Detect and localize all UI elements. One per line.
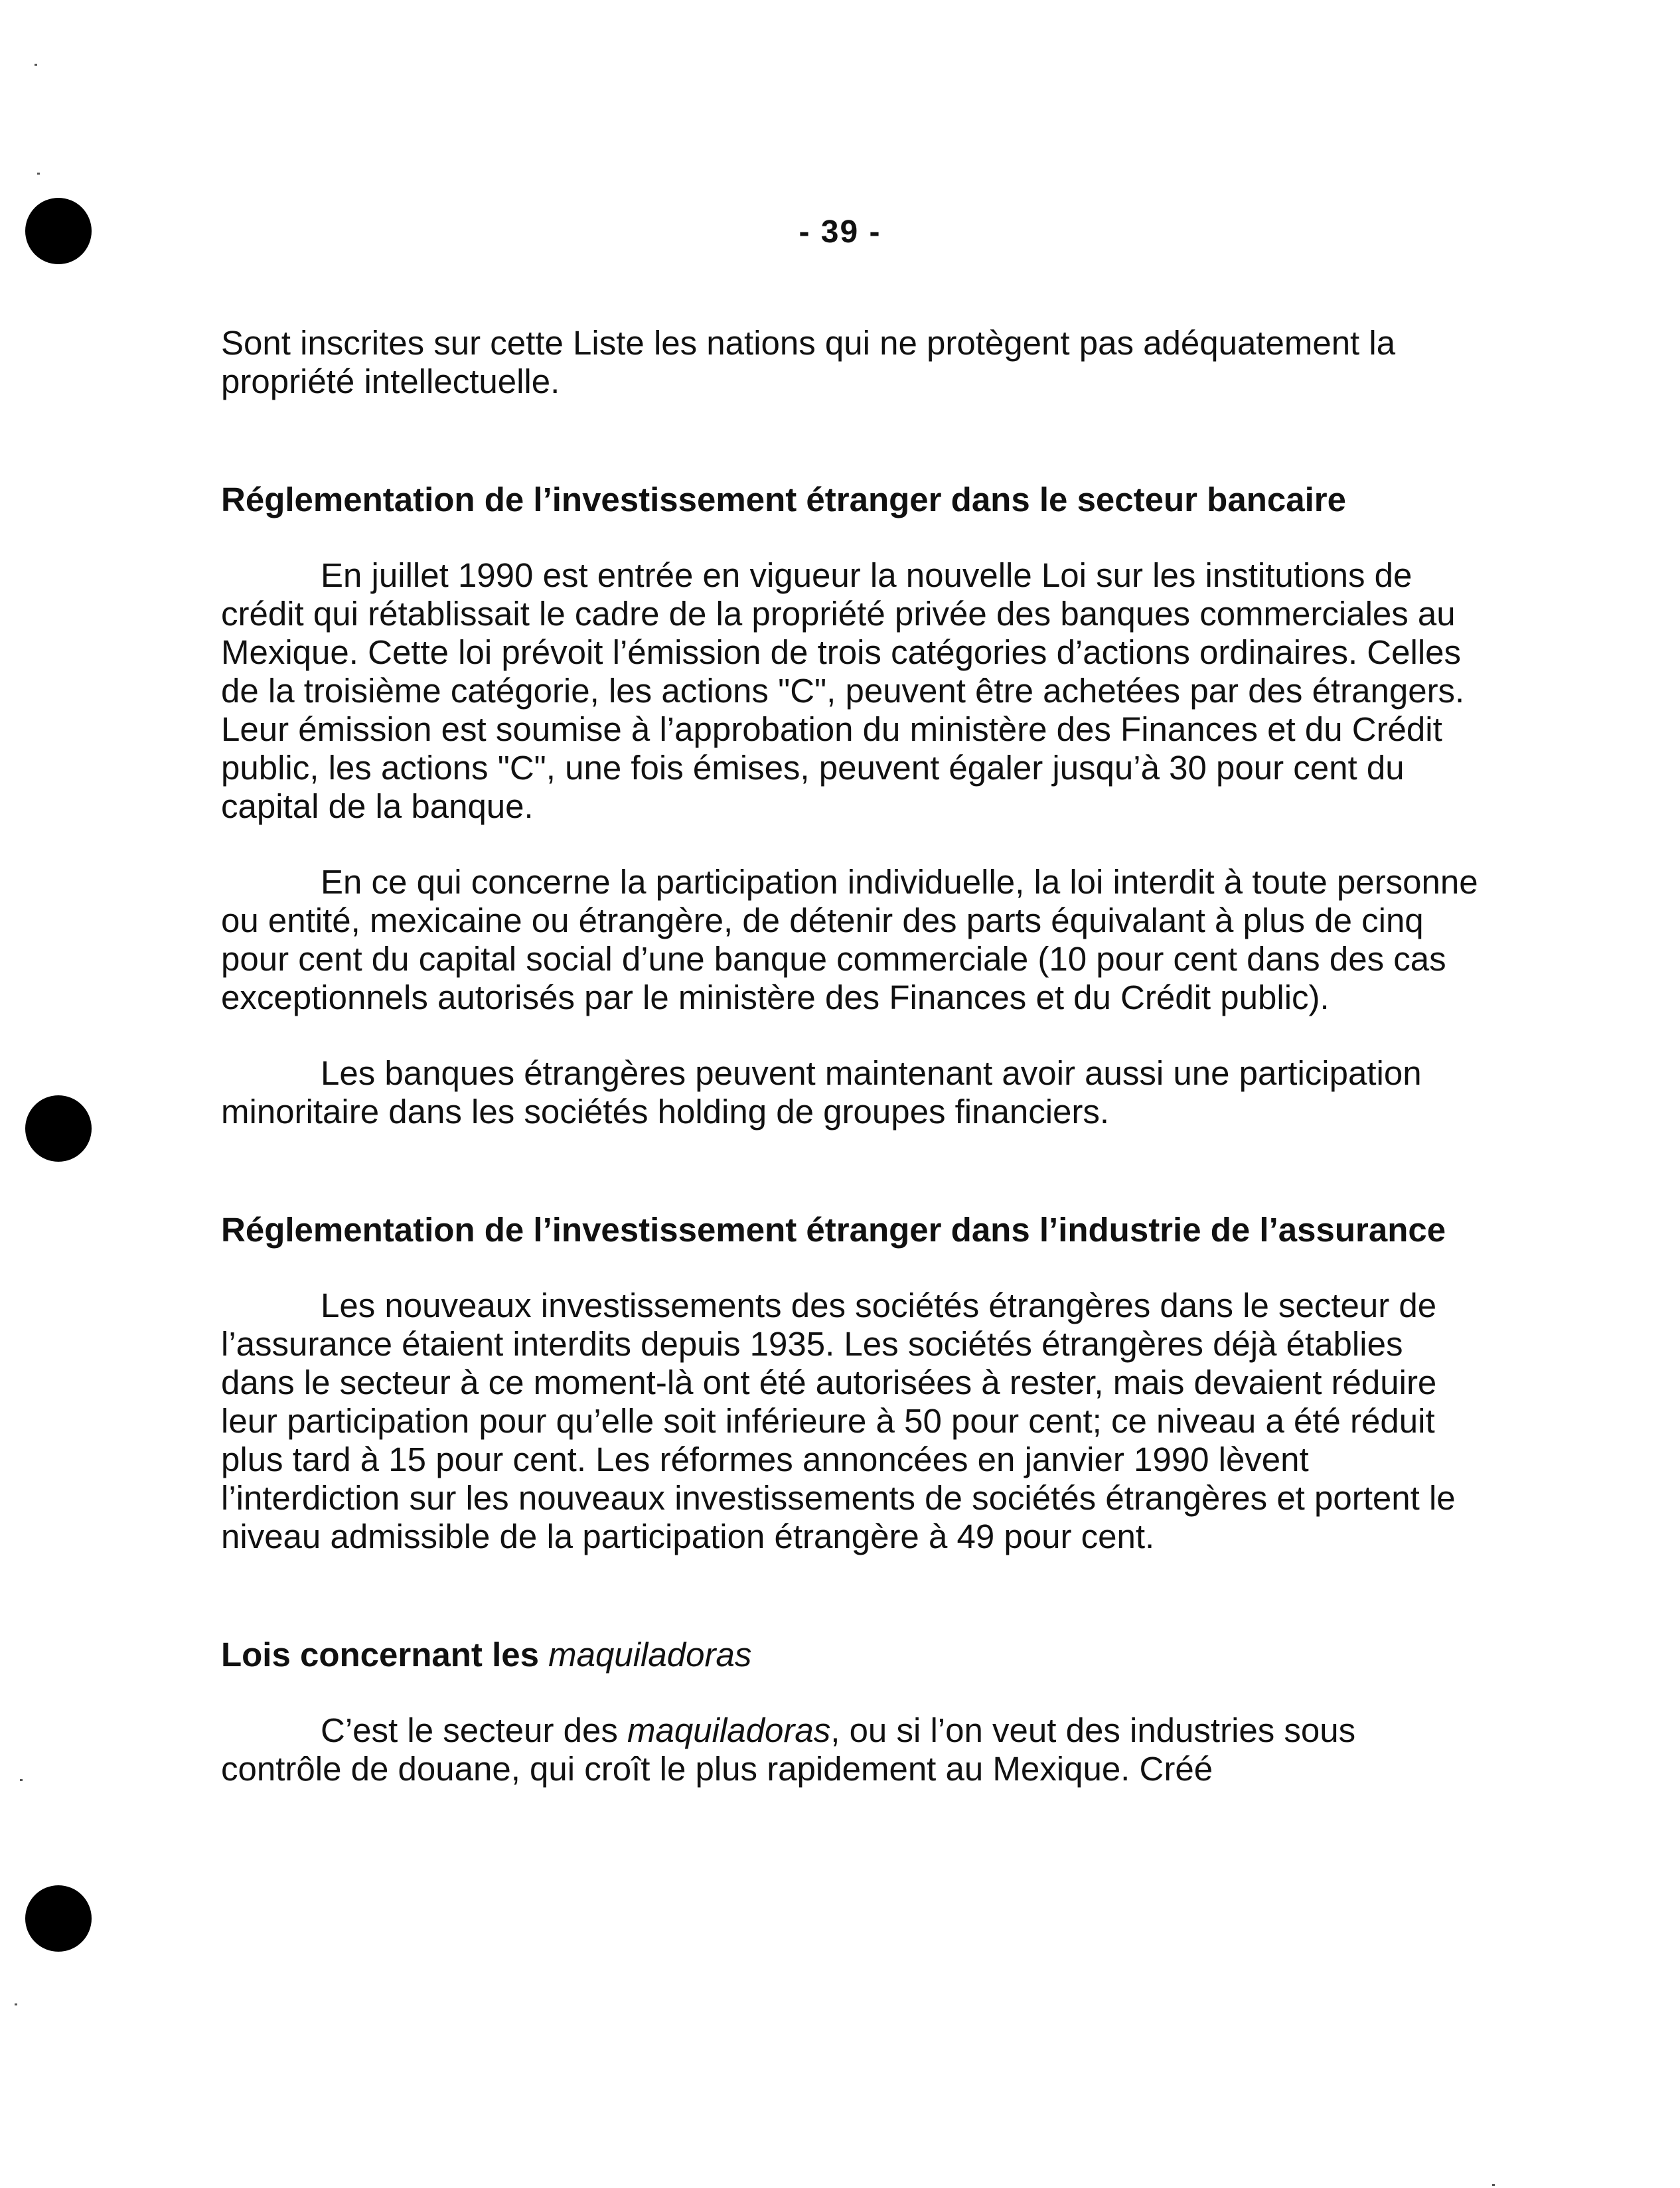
banking-paragraph-2: En ce qui concerne la participation individuelle, la loi interdit à toute personne ou entité, mexicaine ou étrangère, de détenir des parts équivalant à plus de cinq pour cent du capital social d’une banque commerciale (10 pour cent dans des cas exceptionnels autorisés par le ministère des Finances et du Crédit public). — [221, 863, 1478, 1016]
maquiladoras-para-italic: maquiladoras — [627, 1711, 831, 1749]
scan-speck — [1492, 2184, 1495, 2186]
scan-speck — [15, 2003, 17, 2005]
heading-maquiladoras-prefix: Lois concernant les — [221, 1636, 549, 1674]
intro-paragraph: Sont inscrites sur cette Liste les nations qui ne protègent pas adéquatement la propriété intellectuelle. — [221, 324, 1396, 400]
banking-paragraph-3: Les banques étrangères peuvent maintenant avoir aussi une participation minoritaire dans les sociétés holding de groupes financiers. — [221, 1054, 1422, 1131]
maquiladoras-para-after: , ou si l’on veut des industries sous contrôle de douane, qui croît le plus rapidement au Mexique. Créé — [221, 1711, 1356, 1788]
banking-paragraph-1: En juillet 1990 est entrée en vigueur la nouvelle Loi sur les institutions de crédit qui rétablissait le cadre de la propriété privée des banques commerciales au Mexique. Cette loi prévoit l’émission de trois catégories d’actions ordinaires. Celles de la troisième catégorie, les actions "C", peuvent être achetées par des étrangers. Leur émission est soumise à l’approbation du ministère des Finances et du Crédit public, les actions "C", une fois émises, peuvent égaler jusqu’à 30 pour cent du capital de la banque. — [221, 556, 1465, 825]
maquiladoras-paragraph-1 — [221, 1711, 1482, 1788]
insurance-paragraph-1: Les nouveaux investissements des sociétés étrangères dans le secteur de l’assurance étaient interdits depuis 1935. Les sociétés étrangères déjà établies dans le secteur à ce moment-là ont été autorisées à rester, mais devaient réduire leur participation pour qu’elle soit inférieure à 50 pour cent; ce niveau a été réduit plus tard à 15 pour cent. Les réformes annoncées en janvier 1990 lèvent l’interdiction sur les nouveaux investissements de sociétés étrangères et portent le niveau admissible de la participation étrangère à 49 pour cent. — [221, 1287, 1456, 1555]
heading-maquiladoras — [221, 1636, 1482, 1674]
scan-speck — [35, 64, 37, 66]
heading-maquiladoras-italic: maquiladoras — [548, 1636, 752, 1674]
heading-insurance: Réglementation de l’investissement étranger dans l’industrie de l’assurance — [221, 1211, 1446, 1249]
scan-speck — [20, 1779, 23, 1781]
binder-hole-bottom — [25, 1885, 92, 1952]
heading-banking: Réglementation de l’investissement étranger dans le secteur bancaire — [221, 481, 1346, 518]
document-body — [221, 324, 1482, 1788]
page-number: - 39 - — [799, 214, 881, 250]
binder-hole-middle — [25, 1095, 92, 1162]
maquiladoras-para-before: C’est le secteur des — [321, 1711, 628, 1749]
scan-speck — [37, 173, 40, 175]
